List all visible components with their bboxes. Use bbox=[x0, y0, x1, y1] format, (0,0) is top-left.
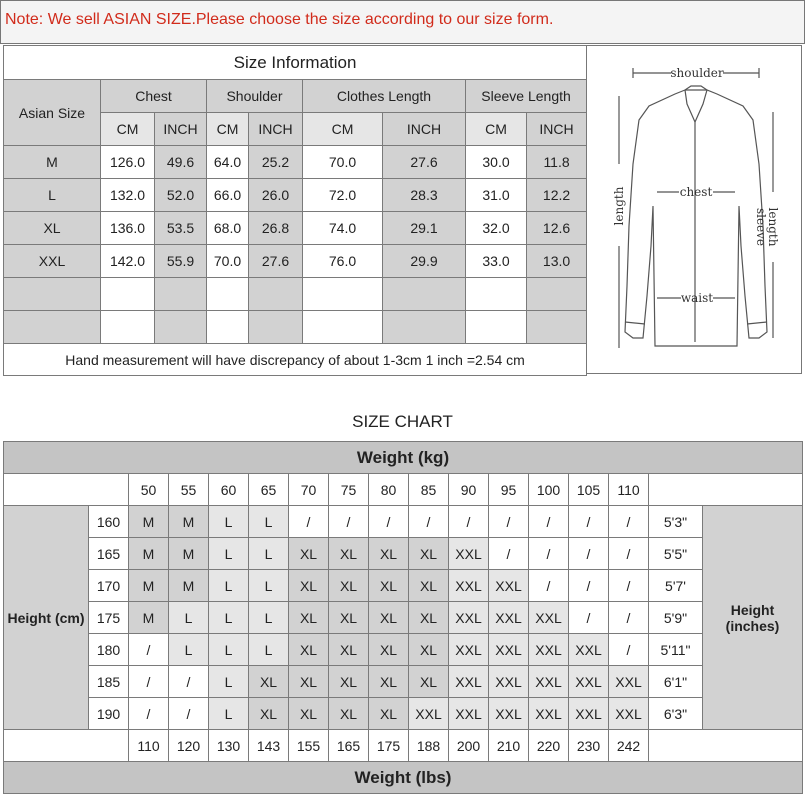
size-cell: XXL bbox=[449, 634, 489, 666]
size-cell: XXL bbox=[529, 634, 569, 666]
height-cm-value: 190 bbox=[89, 698, 129, 730]
size-cell: / bbox=[129, 698, 169, 730]
corner-cell bbox=[4, 730, 129, 762]
size-cell: XL bbox=[369, 538, 409, 570]
height-inch-value: 5'5" bbox=[649, 538, 703, 570]
sleeve-length-header: Sleeve Length bbox=[466, 80, 587, 113]
unit-header: CM bbox=[101, 113, 155, 146]
measurement-cell: 66.0 bbox=[207, 179, 249, 212]
height-row bbox=[4, 570, 803, 602]
size-row bbox=[4, 179, 587, 212]
unit-header: CM bbox=[207, 113, 249, 146]
size-cell: L bbox=[249, 538, 289, 570]
size-cell: XL bbox=[289, 666, 329, 698]
size-cell: L bbox=[249, 570, 289, 602]
size-cell: XL bbox=[409, 666, 449, 698]
size-cell: / bbox=[329, 506, 369, 538]
size-cell: XXL bbox=[489, 602, 529, 634]
size-cell: XL bbox=[289, 602, 329, 634]
shoulder-header: Shoulder bbox=[207, 80, 303, 113]
size-cell: / bbox=[409, 506, 449, 538]
size-label: XL bbox=[4, 212, 101, 245]
size-cell: L bbox=[249, 506, 289, 538]
shoulder-label: shoulder bbox=[670, 66, 724, 80]
size-cell: / bbox=[569, 538, 609, 570]
size-cell: XXL bbox=[569, 634, 609, 666]
measurement-cell: 53.5 bbox=[155, 212, 207, 245]
size-cell: M bbox=[129, 570, 169, 602]
measurement-cell: 29.1 bbox=[383, 212, 466, 245]
size-cell: XL bbox=[369, 698, 409, 730]
weight-lbs-value: 130 bbox=[209, 730, 249, 762]
unit-header: INCH bbox=[383, 113, 466, 146]
chest-label: chest bbox=[679, 185, 713, 199]
weight-kg-value: 75 bbox=[329, 474, 369, 506]
measurement-cell: 52.0 bbox=[155, 179, 207, 212]
size-cell: / bbox=[609, 570, 649, 602]
measurement-cell: 68.0 bbox=[207, 212, 249, 245]
size-cell: XL bbox=[409, 634, 449, 666]
unit-header: INCH bbox=[249, 113, 303, 146]
measurement-cell: 29.9 bbox=[383, 245, 466, 278]
size-cell: XL bbox=[369, 634, 409, 666]
weight-lbs-value: 220 bbox=[529, 730, 569, 762]
size-cell: XL bbox=[289, 698, 329, 730]
sleeve-length-label: length bbox=[766, 207, 780, 247]
measurement-cell: 27.6 bbox=[383, 146, 466, 179]
height-row bbox=[4, 506, 803, 538]
size-information-table bbox=[3, 45, 587, 376]
size-cell: L bbox=[249, 602, 289, 634]
measurement-cell: 76.0 bbox=[303, 245, 383, 278]
measurement-cell: 32.0 bbox=[466, 212, 527, 245]
weight-kg-header: Weight (kg) bbox=[4, 442, 803, 474]
weight-kg-value: 50 bbox=[129, 474, 169, 506]
size-cell: XXL bbox=[489, 666, 529, 698]
size-cell: / bbox=[289, 506, 329, 538]
size-cell: XL bbox=[249, 666, 289, 698]
size-cell: XL bbox=[249, 698, 289, 730]
size-chart-table bbox=[3, 441, 803, 794]
size-cell: XXL bbox=[529, 698, 569, 730]
size-cell: XXL bbox=[449, 538, 489, 570]
size-cell: / bbox=[369, 506, 409, 538]
measurement-cell: 11.8 bbox=[527, 146, 587, 179]
size-cell: / bbox=[529, 570, 569, 602]
size-cell: L bbox=[209, 602, 249, 634]
size-chart-title: SIZE CHART bbox=[352, 412, 453, 431]
size-cell: L bbox=[209, 666, 249, 698]
size-note: Note: We sell ASIAN SIZE.Please choose the size according to our size form. bbox=[0, 0, 805, 44]
size-cell: XXL bbox=[409, 698, 449, 730]
size-cell: M bbox=[129, 602, 169, 634]
size-cell: XL bbox=[289, 538, 329, 570]
clothes-length-header: Clothes Length bbox=[303, 80, 466, 113]
size-cell: / bbox=[609, 538, 649, 570]
height-row bbox=[4, 666, 803, 698]
size-cell: L bbox=[209, 698, 249, 730]
size-cell: XL bbox=[289, 634, 329, 666]
measurement-cell: 74.0 bbox=[303, 212, 383, 245]
size-cell: XL bbox=[369, 602, 409, 634]
size-cell: XL bbox=[409, 538, 449, 570]
size-cell: XL bbox=[329, 666, 369, 698]
measurement-cell: 30.0 bbox=[466, 146, 527, 179]
corner-cell bbox=[4, 474, 129, 506]
size-cell: L bbox=[209, 634, 249, 666]
size-cell: / bbox=[609, 506, 649, 538]
size-cell: / bbox=[569, 602, 609, 634]
weight-lbs-value: 242 bbox=[609, 730, 649, 762]
measurement-cell: 70.0 bbox=[207, 245, 249, 278]
height-inch-value: 6'1" bbox=[649, 666, 703, 698]
height-row bbox=[4, 634, 803, 666]
measurement-cell: 26.0 bbox=[249, 179, 303, 212]
size-cell: XL bbox=[409, 602, 449, 634]
size-cell: / bbox=[489, 506, 529, 538]
waist-label: waist bbox=[680, 291, 714, 305]
weight-lbs-value: 230 bbox=[569, 730, 609, 762]
size-cell: XXL bbox=[529, 602, 569, 634]
weight-kg-value: 70 bbox=[289, 474, 329, 506]
unit-header: CM bbox=[466, 113, 527, 146]
measurement-cell: 12.6 bbox=[527, 212, 587, 245]
size-cell: XL bbox=[329, 538, 369, 570]
size-row bbox=[4, 245, 587, 278]
size-cell: XL bbox=[329, 634, 369, 666]
size-cell: XL bbox=[329, 570, 369, 602]
height-cm-value: 160 bbox=[89, 506, 129, 538]
weight-kg-value: 60 bbox=[209, 474, 249, 506]
measurement-cell: 26.8 bbox=[249, 212, 303, 245]
size-cell: / bbox=[169, 666, 209, 698]
size-label: M bbox=[4, 146, 101, 179]
height-cm-label: Height (cm) bbox=[4, 506, 89, 730]
weight-lbs-header: Weight (lbs) bbox=[4, 762, 803, 794]
unit-header: CM bbox=[303, 113, 383, 146]
height-cm-value: 185 bbox=[89, 666, 129, 698]
measurement-cell: 55.9 bbox=[155, 245, 207, 278]
weight-lbs-value: 188 bbox=[409, 730, 449, 762]
size-cell: / bbox=[569, 570, 609, 602]
height-cm-value: 170 bbox=[89, 570, 129, 602]
size-cell: XXL bbox=[529, 666, 569, 698]
size-cell: M bbox=[129, 538, 169, 570]
size-cell: XXL bbox=[449, 602, 489, 634]
size-cell: XXL bbox=[609, 666, 649, 698]
length-label: length bbox=[612, 186, 626, 226]
size-cell: XL bbox=[329, 602, 369, 634]
size-cell: / bbox=[529, 538, 569, 570]
measurement-cell: 27.6 bbox=[249, 245, 303, 278]
measurement-cell: 33.0 bbox=[466, 245, 527, 278]
measurement-cell: 64.0 bbox=[207, 146, 249, 179]
height-inch-value: 5'11" bbox=[649, 634, 703, 666]
unit-header: INCH bbox=[155, 113, 207, 146]
size-cell: L bbox=[249, 634, 289, 666]
size-cell: L bbox=[209, 506, 249, 538]
corner-cell bbox=[649, 474, 803, 506]
weight-kg-value: 85 bbox=[409, 474, 449, 506]
size-cell: XXL bbox=[449, 698, 489, 730]
size-information-title: Size Information bbox=[4, 46, 587, 80]
measurement-cell: 72.0 bbox=[303, 179, 383, 212]
asian-size-header: Asian Size bbox=[4, 80, 101, 146]
size-cell: L bbox=[169, 634, 209, 666]
size-cell: XL bbox=[369, 570, 409, 602]
measurement-cell: 126.0 bbox=[101, 146, 155, 179]
measurement-cell: 25.2 bbox=[249, 146, 303, 179]
weight-kg-value: 80 bbox=[369, 474, 409, 506]
weight-kg-value: 95 bbox=[489, 474, 529, 506]
size-cell: XXL bbox=[449, 570, 489, 602]
weight-kg-value: 65 bbox=[249, 474, 289, 506]
size-cell: M bbox=[169, 506, 209, 538]
size-cell: L bbox=[209, 538, 249, 570]
size-cell: XXL bbox=[569, 666, 609, 698]
measurement-cell: 136.0 bbox=[101, 212, 155, 245]
weight-kg-value: 90 bbox=[449, 474, 489, 506]
height-inch-value: 5'3" bbox=[649, 506, 703, 538]
corner-cell bbox=[649, 730, 803, 762]
measurement-cell: 31.0 bbox=[466, 179, 527, 212]
size-label: L bbox=[4, 179, 101, 212]
size-label: XXL bbox=[4, 245, 101, 278]
measurement-cell: 70.0 bbox=[303, 146, 383, 179]
height-inch-value: 5'9" bbox=[649, 602, 703, 634]
height-cm-value: 165 bbox=[89, 538, 129, 570]
size-cell: / bbox=[529, 506, 569, 538]
weight-lbs-value: 175 bbox=[369, 730, 409, 762]
weight-kg-value: 55 bbox=[169, 474, 209, 506]
height-row bbox=[4, 698, 803, 730]
measurement-cell: 12.2 bbox=[527, 179, 587, 212]
height-row bbox=[4, 538, 803, 570]
size-cell: M bbox=[169, 538, 209, 570]
weight-lbs-value: 110 bbox=[129, 730, 169, 762]
weight-lbs-value: 120 bbox=[169, 730, 209, 762]
weight-lbs-value: 155 bbox=[289, 730, 329, 762]
measurement-cell: 28.3 bbox=[383, 179, 466, 212]
height-inch-value: 5'7' bbox=[649, 570, 703, 602]
height-inches-label: Height (inches) bbox=[703, 506, 803, 730]
weight-kg-value: 105 bbox=[569, 474, 609, 506]
size-cell: XXL bbox=[489, 570, 529, 602]
size-cell: / bbox=[169, 698, 209, 730]
weight-kg-value: 100 bbox=[529, 474, 569, 506]
weight-kg-value: 110 bbox=[609, 474, 649, 506]
size-cell: XL bbox=[329, 698, 369, 730]
measurement-cell: 13.0 bbox=[527, 245, 587, 278]
size-cell: M bbox=[169, 570, 209, 602]
sleeve-label: sleeve bbox=[754, 207, 768, 247]
size-cell: XXL bbox=[489, 698, 529, 730]
size-cell: XL bbox=[289, 570, 329, 602]
unit-header: INCH bbox=[527, 113, 587, 146]
size-cell: / bbox=[609, 634, 649, 666]
size-cell: XXL bbox=[569, 698, 609, 730]
height-row bbox=[4, 602, 803, 634]
shirt-measurement-diagram bbox=[586, 45, 802, 374]
height-inch-value: 6'3" bbox=[649, 698, 703, 730]
size-cell: XL bbox=[409, 570, 449, 602]
size-cell: L bbox=[209, 570, 249, 602]
size-cell: / bbox=[569, 506, 609, 538]
measurement-cell: 132.0 bbox=[101, 179, 155, 212]
chest-header: Chest bbox=[101, 80, 207, 113]
size-cell: XXL bbox=[609, 698, 649, 730]
height-cm-value: 180 bbox=[89, 634, 129, 666]
size-row bbox=[4, 212, 587, 245]
size-cell: XXL bbox=[449, 666, 489, 698]
weight-lbs-value: 210 bbox=[489, 730, 529, 762]
measurement-footnote: Hand measurement will have discrepancy of about 1-3cm 1 inch =2.54 cm bbox=[4, 344, 587, 376]
size-cell: / bbox=[129, 634, 169, 666]
size-cell: / bbox=[449, 506, 489, 538]
measurement-cell: 142.0 bbox=[101, 245, 155, 278]
size-cell: M bbox=[129, 506, 169, 538]
size-cell: L bbox=[169, 602, 209, 634]
size-cell: / bbox=[609, 602, 649, 634]
size-cell: / bbox=[129, 666, 169, 698]
height-cm-value: 175 bbox=[89, 602, 129, 634]
weight-lbs-value: 165 bbox=[329, 730, 369, 762]
size-cell: XL bbox=[369, 666, 409, 698]
size-cell: XXL bbox=[489, 634, 529, 666]
size-row bbox=[4, 146, 587, 179]
size-cell: / bbox=[489, 538, 529, 570]
weight-lbs-value: 143 bbox=[249, 730, 289, 762]
measurement-cell: 49.6 bbox=[155, 146, 207, 179]
weight-lbs-value: 200 bbox=[449, 730, 489, 762]
